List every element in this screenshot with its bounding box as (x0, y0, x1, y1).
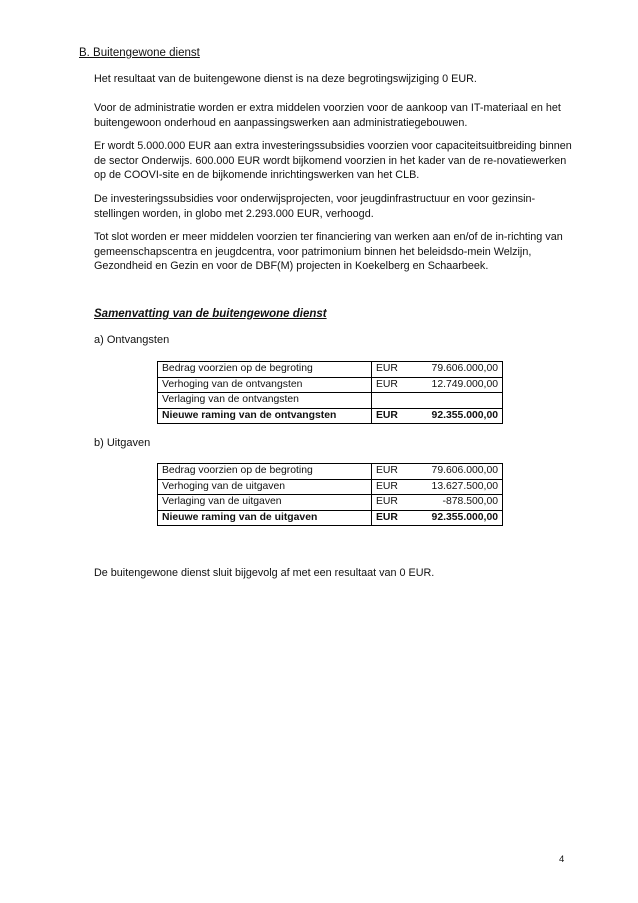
row-label: Bedrag voorzien op de begroting (158, 464, 372, 480)
paragraph-investment-subsidies: De investeringssubsidies voor onderwijsprojecten, voor jeugdinfrastructuur en voor gezinsin-stellingen worden, in globo met 2.293.000 EUR, verhoogd. (94, 193, 536, 220)
table-row (158, 495, 503, 511)
ontvangsten-table (157, 361, 503, 424)
row-amount: 92.355.000,00 (406, 408, 503, 424)
row-amount: 79.606.000,00 (406, 362, 503, 378)
row-amount: -878.500,00 (406, 495, 503, 511)
row-amount: 13.627.500,00 (406, 479, 503, 495)
table-row (158, 377, 503, 393)
paragraph-result: Het resultaat van de buitengewone dienst is na deze begrotingswijziging 0 EUR. (94, 73, 477, 85)
row-label: Verhoging van de ontvangsten (158, 377, 372, 393)
row-label: Verlaging van de uitgaven (158, 495, 372, 511)
row-amount: 12.749.000,00 (406, 377, 503, 393)
conclusion-text: De buitengewone dienst sluit bijgevolg af met een resultaat van 0 EUR. (94, 567, 435, 579)
table-row (158, 362, 503, 378)
row-label: Bedrag voorzien op de begroting (158, 362, 372, 378)
row-currency: EUR (372, 479, 407, 495)
table-row (158, 393, 503, 409)
summary-title: Samenvatting van de buitengewone dienst (94, 308, 327, 320)
row-currency: EUR (372, 362, 407, 378)
row-label: Nieuwe raming van de uitgaven (158, 510, 372, 526)
page-number: 4 (559, 854, 565, 865)
row-currency: EUR (372, 510, 407, 526)
row-amount: 92.355.000,00 (406, 510, 503, 526)
row-amount: 79.606.000,00 (406, 464, 503, 480)
paragraph-administration: Voor de administratie worden er extra middelen voorzien voor de aankoop van IT-materiaal en het buitengewoon onderhoud en aanpassingswerken aan administratiegebouwen. (94, 102, 561, 129)
row-label: Verlaging van de ontvangsten (158, 393, 372, 409)
paragraph-additional-funding: Tot slot worden er meer middelen voorzien ter financiering van werken aan en/of de in-richting van gemeenschapscentra en jeugdcentra, voor patrimonium binnen het beleidsdo-mein Welzijn, Gezondheid en Gezin en voor de DBF(M) projecten in Koekelberg en Schaarbeek. (94, 231, 563, 273)
row-currency: EUR (372, 464, 407, 480)
row-currency (372, 393, 407, 409)
table-row-total (158, 510, 503, 526)
table-row-total (158, 408, 503, 424)
section-title: B. Buitengewone dienst (79, 47, 200, 59)
row-label: Nieuwe raming van de ontvangsten (158, 408, 372, 424)
row-currency: EUR (372, 495, 407, 511)
table-row (158, 464, 503, 480)
uitgaven-heading: b) Uitgaven (94, 437, 151, 449)
table-row (158, 479, 503, 495)
row-currency: EUR (372, 377, 407, 393)
row-label: Verhoging van de uitgaven (158, 479, 372, 495)
uitgaven-table (157, 463, 503, 526)
ontvangsten-heading: a) Ontvangsten (94, 334, 170, 346)
paragraph-education-subsidies: Er wordt 5.000.000 EUR aan extra investeringssubsidies voorzien voor capaciteitsuitbreiding binnen de sector Onderwijs. 600.000 EUR wordt bijkomend voorzien in het kader van de re-novatiewerken op de COOVI-site en de bijkomende inrichtingswerken van het CLB. (94, 140, 572, 182)
row-amount (406, 393, 503, 409)
row-currency: EUR (372, 408, 407, 424)
